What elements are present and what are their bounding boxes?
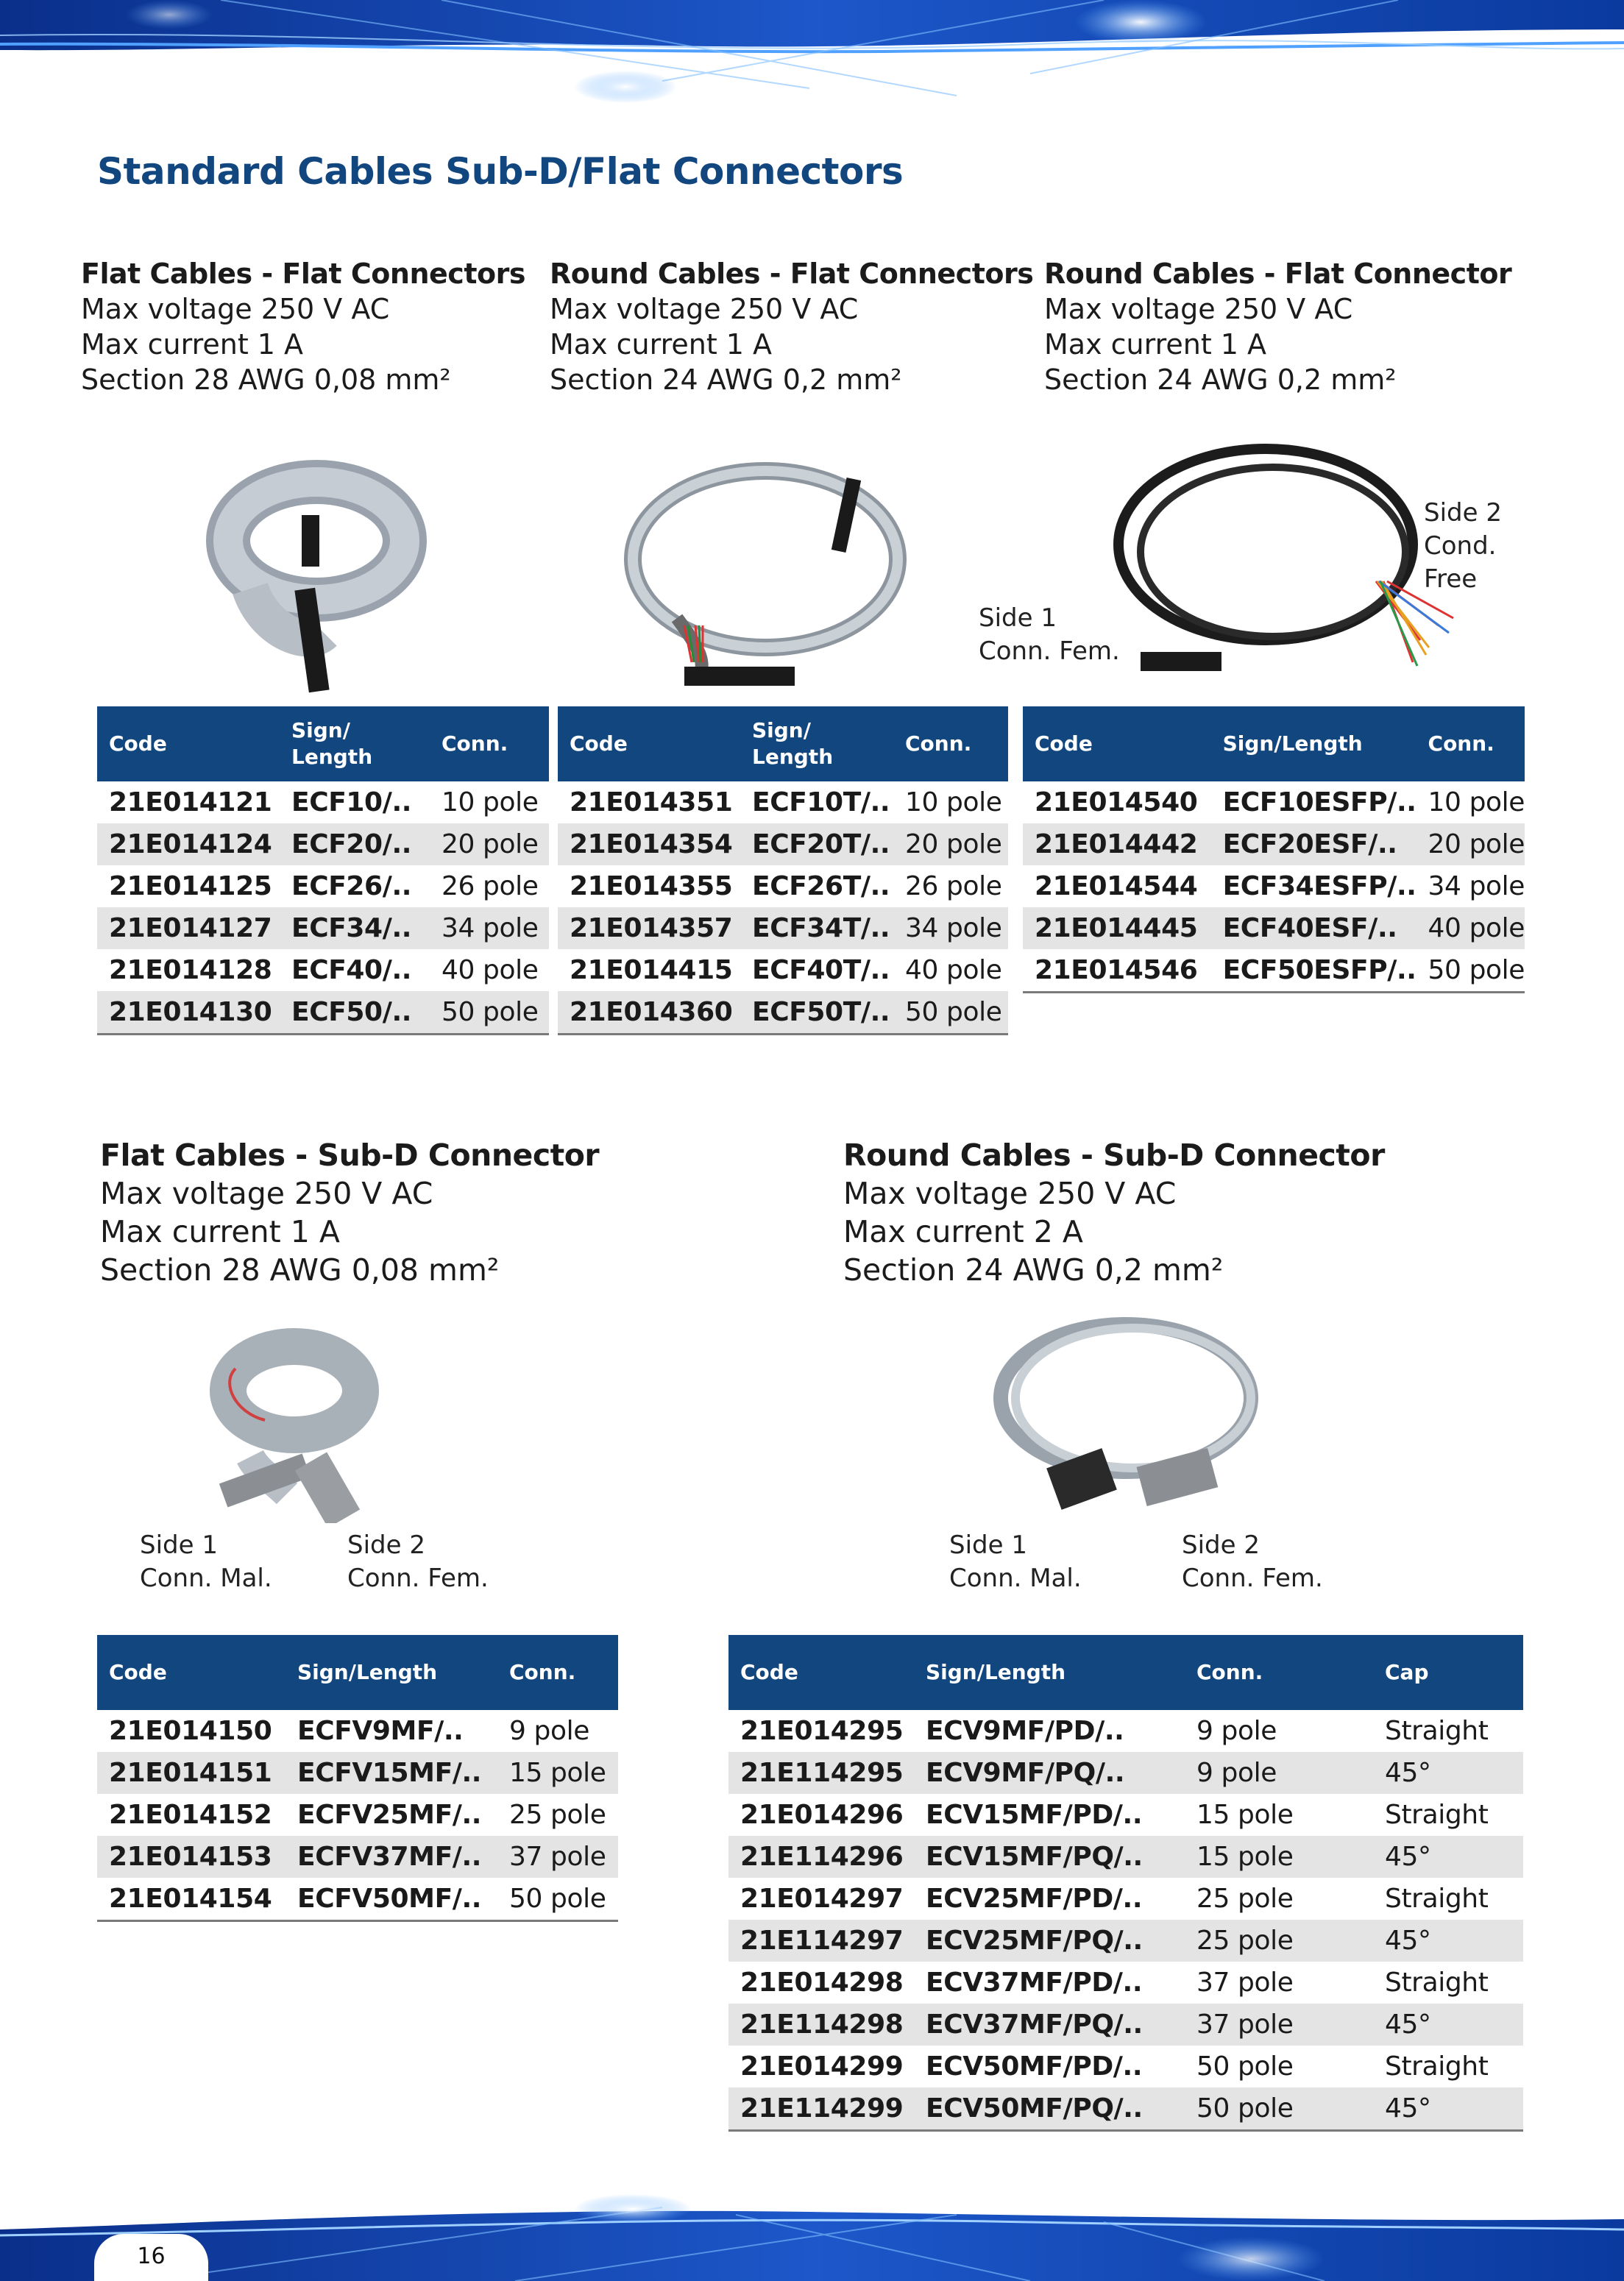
- table-row: [1023, 865, 1525, 907]
- cell-code: 21E014128: [109, 955, 272, 985]
- spec-current: Max current 2 A: [843, 1214, 1083, 1249]
- cell-sign-length: ECV50MF/PQ/..: [914, 2087, 1185, 2131]
- cell-conn: 10 pole: [1428, 787, 1525, 817]
- cell-sign-length: ECF20T/..: [740, 823, 893, 865]
- caption-line: Conn. Mal.: [140, 1564, 272, 1593]
- cell-sign-length: ECF26/..: [291, 871, 412, 901]
- cell-sign-length: ECF50/..: [280, 991, 430, 1035]
- col-code: Code: [97, 1635, 286, 1710]
- cell-conn: 25 pole: [1185, 1920, 1373, 1962]
- col-conn: Conn.: [497, 1635, 618, 1710]
- page-number: 16: [94, 2234, 208, 2281]
- cell-sign-length: ECF40T/..: [752, 955, 890, 985]
- cell-code: 21E014295: [740, 1716, 904, 1746]
- spec-voltage: Max voltage 250 V AC: [550, 293, 859, 325]
- cell-cap: 45°: [1373, 1836, 1523, 1878]
- spec-voltage: Max voltage 250 V AC: [100, 1176, 433, 1211]
- caption-line: Side 1: [979, 603, 1057, 633]
- cell-conn: 10 pole: [442, 787, 539, 817]
- cell-conn: 26 pole: [905, 871, 1002, 901]
- cell-sign-length: ECF34/..: [280, 907, 430, 949]
- spec-current: Max current 1 A: [550, 328, 773, 361]
- spec-voltage: Max voltage 250 V AC: [81, 293, 390, 325]
- cell-conn: 15 pole: [497, 1752, 618, 1794]
- cell-code: 21E014153: [97, 1836, 286, 1878]
- cell-cap: Straight: [1385, 2051, 1489, 2082]
- bottom-banner: [0, 2178, 1624, 2281]
- cell-sign-length: ECF50ESFP/..: [1211, 949, 1416, 993]
- table-row: [558, 781, 1008, 823]
- cell-code: 21E014297: [740, 1884, 904, 1914]
- table-row: [97, 1836, 618, 1878]
- round-flat-free-cable-image: [1096, 434, 1479, 684]
- caption-line: Cond.: [1424, 531, 1497, 561]
- caption-side1: [979, 602, 1120, 668]
- table-row: [728, 1878, 1523, 1920]
- col-conn: Conn.: [1416, 706, 1525, 781]
- cell-sign-length: ECF34T/..: [740, 907, 893, 949]
- col-code: Code: [558, 706, 740, 781]
- cell-code: 21E014445: [1023, 907, 1211, 949]
- caption-line: Conn. Fem.: [347, 1564, 489, 1593]
- cell-code: 21E014544: [1035, 871, 1198, 901]
- cell-conn: 50 pole: [1196, 2051, 1294, 2082]
- cell-sign-length: ECV37MF/PQ/..: [914, 2004, 1185, 2046]
- cell-cap: Straight: [1385, 1968, 1489, 1998]
- table-flat-subd: [97, 1635, 618, 1922]
- table-row: [728, 1920, 1523, 1962]
- page-title: Standard Cables Sub-D/Flat Connectors: [97, 150, 904, 193]
- col-sign-length: Sign/Length: [914, 1635, 1185, 1710]
- caption-line: Side 1: [949, 1530, 1027, 1560]
- cell-code: 21E114297: [728, 1920, 914, 1962]
- cell-conn: 10 pole: [905, 787, 1002, 817]
- cell-sign-length: ECF26T/..: [752, 871, 890, 901]
- table-row: [1023, 823, 1525, 865]
- table-row: [728, 1752, 1523, 1794]
- col-sign-length: Sign/ Length: [280, 706, 430, 781]
- round-subd-cable-image: [979, 1310, 1273, 1530]
- cell-code: 21E014351: [570, 787, 733, 817]
- section-flat-subd-specs: [100, 1136, 599, 1289]
- spec-section: Section 24 AWG 0,2 mm²: [843, 1252, 1224, 1288]
- cell-conn: 50 pole: [1416, 949, 1525, 993]
- section-heading: Flat Cables - Sub-D Connector: [100, 1138, 600, 1173]
- cell-sign-length: ECF10ESFP/..: [1222, 787, 1416, 817]
- table-row: [728, 1962, 1523, 2004]
- table-row: [1023, 781, 1525, 823]
- cell-sign-length: ECV25MF/PQ/..: [914, 1920, 1185, 1962]
- cell-cap: 45°: [1373, 2004, 1523, 2046]
- cell-sign-length: ECF20/..: [280, 823, 430, 865]
- cell-code: 21E014150: [109, 1716, 272, 1746]
- table-row: [97, 823, 549, 865]
- caption-side1: [140, 1529, 272, 1595]
- cell-sign-length: ECV15MF/PQ/..: [914, 1836, 1185, 1878]
- cell-code: 21E014152: [109, 1800, 272, 1830]
- cell-sign-length: ECV15MF/PD/..: [926, 1800, 1143, 1830]
- cell-sign-length: ECF10/..: [291, 787, 412, 817]
- cell-conn: 15 pole: [1196, 1800, 1294, 1830]
- table-row: [558, 823, 1008, 865]
- spec-section: Section 24 AWG 0,2 mm²: [1044, 363, 1397, 396]
- round-flat-cable-image: [611, 449, 920, 699]
- cell-code: 21E014415: [570, 955, 733, 985]
- caption-line: Side 2: [1182, 1530, 1260, 1560]
- caption-line: Side 2: [1424, 498, 1502, 528]
- table-row: [97, 781, 549, 823]
- table-row: [558, 949, 1008, 991]
- cell-code: 21E014355: [570, 871, 733, 901]
- section-heading: Round Cables - Flat Connectors: [550, 258, 1034, 290]
- table-row: [97, 949, 549, 991]
- col-conn: Conn.: [893, 706, 1008, 781]
- cell-code: 21E014127: [97, 907, 280, 949]
- caption-line: Side 2: [347, 1530, 425, 1560]
- cell-conn: 15 pole: [1185, 1836, 1373, 1878]
- caption-side2: [1182, 1529, 1323, 1595]
- section-round-flat-free-specs: [1044, 256, 1511, 397]
- cell-code: 21E014121: [109, 787, 272, 817]
- cell-conn: 40 pole: [1416, 907, 1525, 949]
- spec-current: Max current 1 A: [81, 328, 304, 361]
- table-row: [97, 991, 549, 1035]
- cell-sign-length: ECV9MF/PQ/..: [914, 1752, 1185, 1794]
- cell-cap: Straight: [1385, 1800, 1489, 1830]
- cell-conn: 34 pole: [430, 907, 549, 949]
- cell-sign-length: ECF34ESFP/..: [1222, 871, 1416, 901]
- cell-conn: 25 pole: [1196, 1884, 1294, 1914]
- flat-ribbon-cable-image: [206, 441, 427, 699]
- col-sign-length: Sign/Length: [286, 1635, 497, 1710]
- table-row: [728, 2087, 1523, 2131]
- table-row: [1023, 949, 1525, 993]
- cell-sign-length: ECFV9MF/..: [297, 1716, 464, 1746]
- table-row: [97, 865, 549, 907]
- cell-conn: 9 pole: [1196, 1716, 1277, 1746]
- section-heading: Round Cables - Flat Connector: [1044, 258, 1512, 290]
- section-heading: Flat Cables - Flat Connectors: [81, 258, 525, 290]
- table-row: [97, 1794, 618, 1836]
- col-code: Code: [1023, 706, 1211, 781]
- cell-conn: 40 pole: [442, 955, 539, 985]
- caption-side2: [1424, 497, 1502, 596]
- cell-conn: 37 pole: [1185, 2004, 1373, 2046]
- col-code: Code: [97, 706, 280, 781]
- spec-section: Section 24 AWG 0,2 mm²: [550, 363, 902, 396]
- cell-cap: 45°: [1373, 1752, 1523, 1794]
- caption-line: Conn. Fem.: [1182, 1564, 1323, 1593]
- cell-code: 21E014360: [558, 991, 740, 1035]
- cell-sign-length: ECF40ESF/..: [1211, 907, 1416, 949]
- cell-code: 21E014124: [97, 823, 280, 865]
- section-heading: Round Cables - Sub-D Connector: [843, 1138, 1385, 1173]
- cell-sign-length: ECF50T/..: [740, 991, 893, 1035]
- cell-code: 21E014154: [97, 1878, 286, 1921]
- cell-code: 21E014151: [97, 1752, 286, 1794]
- cell-code: 21E114296: [728, 1836, 914, 1878]
- flat-subd-cable-image: [206, 1324, 397, 1523]
- spec-section: Section 28 AWG 0,08 mm²: [81, 363, 451, 396]
- table-row: [728, 2046, 1523, 2087]
- table-row: [97, 1878, 618, 1921]
- col-sign-length: Sign/ Length: [740, 706, 893, 781]
- spec-current: Max current 1 A: [100, 1214, 340, 1249]
- col-conn: Conn.: [1185, 1635, 1373, 1710]
- cell-code: 21E014546: [1023, 949, 1211, 993]
- cell-conn: 34 pole: [893, 907, 1008, 949]
- cell-conn: 34 pole: [1428, 871, 1525, 901]
- cell-conn: 37 pole: [1196, 1968, 1294, 1998]
- cell-conn: 26 pole: [442, 871, 539, 901]
- cell-conn: 25 pole: [509, 1800, 606, 1830]
- table-row: [728, 1836, 1523, 1878]
- cell-code: 21E114298: [728, 2004, 914, 2046]
- table-row: [558, 865, 1008, 907]
- cell-conn: 20 pole: [1416, 823, 1525, 865]
- cell-conn: 20 pole: [893, 823, 1008, 865]
- cell-sign-length: ECV25MF/PD/..: [926, 1884, 1143, 1914]
- table-flat-flat: [97, 706, 549, 1035]
- cell-sign-length: ECV9MF/PD/..: [926, 1716, 1124, 1746]
- caption-line: Conn. Mal.: [949, 1564, 1082, 1593]
- caption-line: Free: [1424, 564, 1478, 594]
- section-round-subd-specs: [843, 1136, 1385, 1289]
- caption-line: Conn. Fem.: [979, 636, 1120, 666]
- table-round-subd: [728, 1635, 1523, 2132]
- cell-code: 21E014442: [1023, 823, 1211, 865]
- cell-conn: 9 pole: [509, 1716, 589, 1746]
- cell-code: 21E114299: [728, 2087, 914, 2131]
- table-row: [97, 907, 549, 949]
- cell-sign-length: ECFV50MF/..: [286, 1878, 497, 1921]
- cell-code: 21E014296: [740, 1800, 904, 1830]
- section-flat-flat-specs: [81, 256, 525, 397]
- table-row: [558, 991, 1008, 1035]
- cell-code: 21E014357: [558, 907, 740, 949]
- cell-sign-length: ECV37MF/PD/..: [926, 1968, 1143, 1998]
- cell-sign-length: ECF20ESF/..: [1211, 823, 1416, 865]
- cell-code: 21E014130: [97, 991, 280, 1035]
- table-row: [1023, 907, 1525, 949]
- table-row: [97, 1752, 618, 1794]
- col-sign-length: Sign/Length: [1211, 706, 1416, 781]
- cell-sign-length: ECF10T/..: [752, 787, 890, 817]
- cell-code: 21E014298: [740, 1968, 904, 1998]
- cell-sign-length: ECFV15MF/..: [286, 1752, 497, 1794]
- table-round-flat: [558, 706, 1008, 1035]
- table-row: [558, 907, 1008, 949]
- table-row: [97, 1710, 618, 1752]
- col-cap: Cap: [1373, 1635, 1523, 1710]
- spec-voltage: Max voltage 250 V AC: [1044, 293, 1353, 325]
- table-row: [728, 2004, 1523, 2046]
- section-round-flat-specs: [550, 256, 1033, 397]
- cell-sign-length: ECFV25MF/..: [297, 1800, 482, 1830]
- caption-line: Side 1: [140, 1530, 218, 1560]
- caption-side1: [949, 1529, 1082, 1595]
- cell-code: 21E014540: [1035, 787, 1198, 817]
- cell-code: 21E014299: [740, 2051, 904, 2082]
- cell-sign-length: ECF40/..: [291, 955, 412, 985]
- col-code: Code: [728, 1635, 914, 1710]
- cell-conn: 50 pole: [497, 1878, 618, 1921]
- cell-conn: 50 pole: [430, 991, 549, 1035]
- cell-conn: 50 pole: [893, 991, 1008, 1035]
- cell-cap: 45°: [1373, 1920, 1523, 1962]
- spec-voltage: Max voltage 250 V AC: [843, 1176, 1177, 1211]
- spec-current: Max current 1 A: [1044, 328, 1267, 361]
- cell-sign-length: ECFV37MF/..: [286, 1836, 497, 1878]
- cell-conn: 40 pole: [905, 955, 1002, 985]
- cell-cap: 45°: [1373, 2087, 1523, 2131]
- cell-code: 21E014354: [558, 823, 740, 865]
- cell-conn: 37 pole: [497, 1836, 618, 1878]
- col-conn: Conn.: [430, 706, 549, 781]
- cell-conn: 9 pole: [1185, 1752, 1373, 1794]
- table-row: [728, 1794, 1523, 1836]
- cell-conn: 20 pole: [430, 823, 549, 865]
- cell-sign-length: ECV50MF/PD/..: [926, 2051, 1143, 2082]
- table-round-flat-free: [1023, 706, 1525, 993]
- cell-cap: Straight: [1385, 1884, 1489, 1914]
- spec-section: Section 28 AWG 0,08 mm²: [100, 1252, 500, 1288]
- cell-cap: Straight: [1385, 1716, 1489, 1746]
- cell-conn: 50 pole: [1185, 2087, 1373, 2131]
- caption-side2: [347, 1529, 489, 1595]
- cell-code: 21E114295: [728, 1752, 914, 1794]
- cell-code: 21E014125: [109, 871, 272, 901]
- table-row: [728, 1710, 1523, 1752]
- top-banner: [0, 0, 1624, 103]
